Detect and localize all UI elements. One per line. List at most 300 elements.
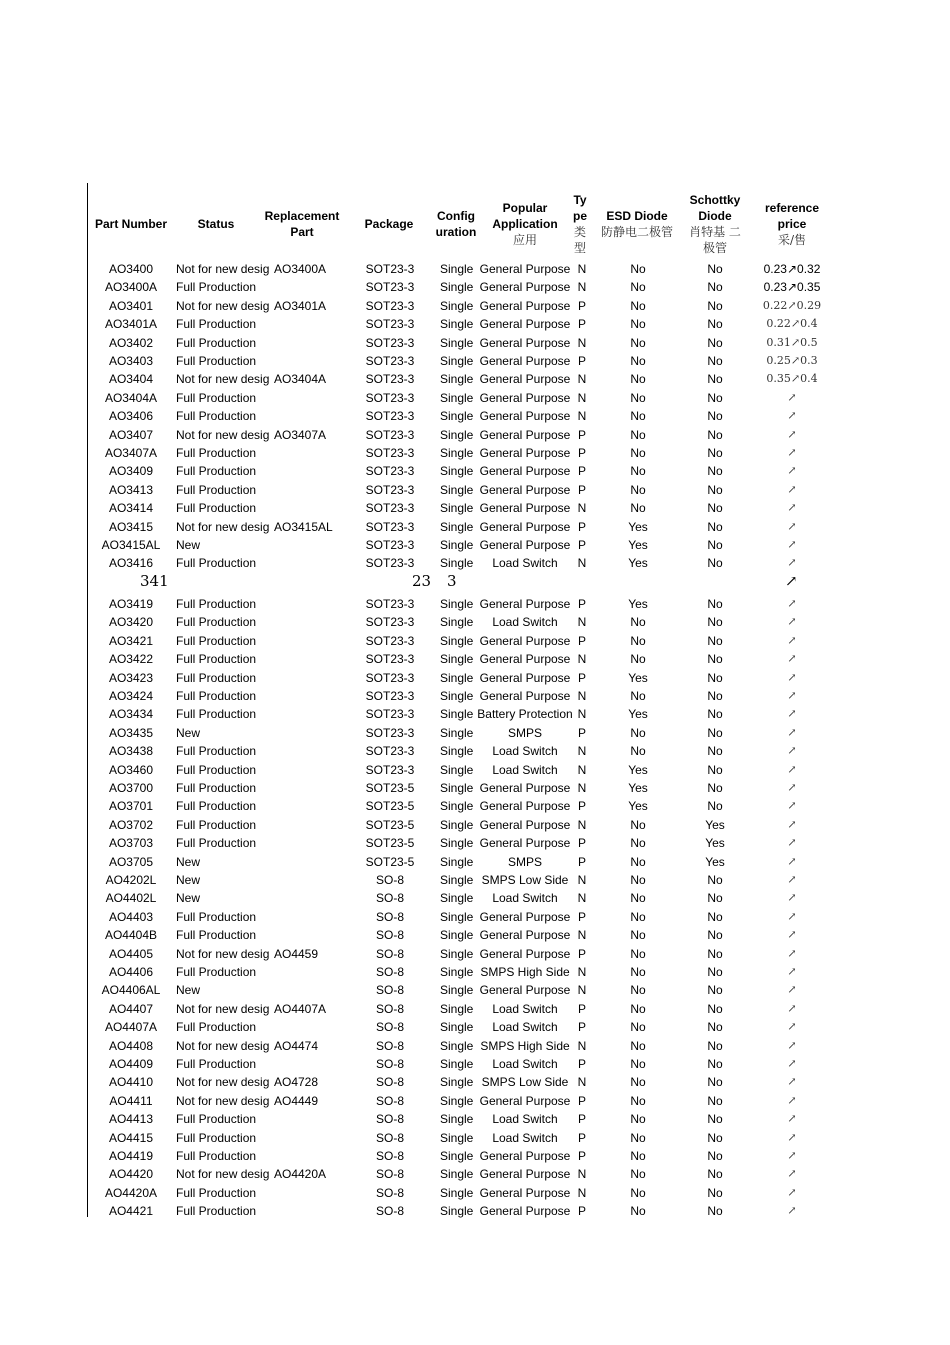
table-row — [88, 1055, 888, 1073]
header-schottky — [682, 190, 748, 258]
cell-esd-diode: No — [630, 909, 646, 924]
cell-application: General Purpose — [479, 335, 571, 350]
table-row — [88, 1110, 888, 1128]
cell-reference-price: ↗ — [787, 1001, 797, 1015]
table-row — [88, 889, 888, 907]
cell-application: General Purpose — [479, 372, 571, 387]
cell-application: Load Switch — [492, 556, 558, 571]
header-price-line2: price — [777, 217, 807, 231]
cell-application: Load Switch — [492, 1112, 558, 1127]
header-package — [350, 190, 428, 258]
cell-status: Full Production — [176, 799, 257, 814]
cell-part-number: AO3407A — [104, 446, 158, 460]
cell-schottky-diode: No — [707, 372, 723, 387]
table-row — [88, 669, 888, 687]
cell-configuration: Single — [440, 928, 474, 943]
cell-type: P — [577, 354, 586, 368]
cell-esd-diode: No — [630, 1075, 646, 1090]
cell-package: SOT23-3 — [365, 670, 415, 685]
cell-type: N — [577, 1167, 587, 1182]
cell-reference-price: ↗ — [787, 482, 797, 496]
cell-package: SOT23-5 — [365, 836, 415, 851]
cell-application: General Purpose — [479, 817, 571, 832]
cell-application: Load Switch — [492, 1020, 558, 1035]
header-esd — [592, 190, 682, 258]
cell-type: P — [577, 519, 586, 534]
cell-reference-price: ↗ — [787, 1130, 797, 1144]
cell-application: General Purpose — [479, 1167, 571, 1182]
cell-package: SOT23-3 — [365, 372, 415, 387]
cell-application: General Purpose — [479, 538, 571, 552]
cell-package: SOT23-3 — [365, 744, 415, 759]
table-row — [88, 407, 888, 425]
cell-configuration: Single — [440, 446, 474, 460]
cell-configuration: Single — [440, 1075, 474, 1090]
cell-esd-diode: No — [630, 725, 646, 740]
cell-application: General Purpose — [479, 1185, 571, 1200]
cell-package: SOT23-3 — [365, 390, 415, 405]
cell-part-number: AO4407 — [108, 1001, 154, 1016]
cell-application: Load Switch — [492, 615, 558, 630]
table-row — [88, 499, 888, 517]
cell-application: SMPS — [507, 725, 542, 740]
cell-type: N — [577, 744, 587, 759]
cell-package: SOT23-3 — [365, 689, 415, 703]
cell-status: Full Production — [176, 597, 257, 611]
cell-part-number: AO4403 — [108, 909, 154, 924]
table-row — [88, 1000, 888, 1018]
cell-replacement-part: AO4449 — [274, 1093, 319, 1108]
cell-package: SO-8 — [375, 965, 404, 979]
cell-type: N — [577, 390, 587, 405]
cell-reference-price: ↗ — [787, 597, 797, 610]
cell-esd-diode: No — [630, 652, 646, 667]
cell-application: General Purpose — [479, 409, 571, 424]
cell-type: P — [577, 1112, 586, 1127]
header-application-line2: Application — [492, 217, 558, 231]
cell-status: Full Production — [176, 817, 257, 832]
cell-schottky-diode: No — [707, 946, 723, 961]
header-replacement — [258, 190, 346, 258]
cell-application: General Purpose — [479, 597, 571, 611]
cell-type: P — [577, 464, 586, 479]
cell-application: General Purpose — [479, 1204, 571, 1219]
cell-schottky-diode: No — [707, 965, 723, 979]
cell-configuration: Single — [440, 817, 474, 832]
table-row — [88, 834, 888, 852]
cell-part-number: AO4419 — [108, 1149, 154, 1163]
cell-schottky-diode: No — [707, 1167, 723, 1182]
cell-reference-price: ↗ — [787, 873, 797, 886]
table-row — [88, 1184, 888, 1202]
header-schottky-line1: Schottky — [689, 193, 741, 207]
cell-type: P — [577, 946, 586, 961]
cell-part-number: AO3415AL — [101, 538, 161, 552]
cell-replacement-part: AO4407A — [274, 1001, 327, 1016]
header-schottky-cn1: 肖特基 二 — [689, 225, 741, 239]
cell-status: Full Production — [176, 482, 257, 497]
cell-configuration: Single — [440, 615, 474, 630]
cell-application: General Purpose — [479, 464, 571, 479]
table-row — [88, 871, 888, 889]
cell-status: Full Production — [176, 744, 257, 759]
cell-part-number: AO3421 — [108, 633, 154, 648]
cell-type: N — [577, 891, 587, 906]
cell-configuration: Single — [440, 298, 474, 313]
cell-application: General Purpose — [479, 482, 571, 497]
cell-reference-price: ↗ — [787, 836, 797, 850]
table-row — [88, 797, 888, 815]
cell-configuration: Single — [440, 725, 474, 740]
cell-status: Full Production — [176, 781, 257, 795]
cell-configuration: Single — [440, 501, 474, 516]
cell-schottky-diode: No — [707, 1001, 723, 1016]
cell-configuration: Single — [440, 689, 474, 703]
header-part-number-label: Part Number — [94, 217, 168, 231]
cell-type: N — [577, 873, 587, 887]
cell-type: N — [577, 409, 587, 424]
cell-package: SOT23-5 — [365, 817, 415, 832]
cell-schottky-diode: No — [707, 1038, 723, 1053]
cell-esd-diode: Yes — [628, 556, 648, 571]
cell-type: N — [577, 983, 587, 998]
cell-configuration: Single — [440, 427, 474, 442]
header-type-cn2: 型 — [573, 241, 586, 255]
table-row — [88, 1129, 888, 1147]
cell-status: New — [176, 725, 201, 740]
cell-status: Full Production — [176, 615, 257, 630]
cell-part-number: AO3413 — [108, 482, 154, 497]
cell-package: SO-8 — [375, 928, 404, 943]
broken-row-config: 3 — [447, 572, 457, 590]
cell-configuration: Single — [440, 372, 474, 387]
cell-configuration: Single — [440, 670, 474, 685]
cell-esd-diode: No — [630, 1185, 646, 1200]
cell-reference-price: 0.31↗0.5 — [766, 335, 818, 349]
cell-schottky-diode: No — [707, 1149, 723, 1163]
cell-application: General Purpose — [479, 633, 571, 648]
cell-reference-price: ↗ — [787, 707, 797, 721]
cell-esd-diode: Yes — [628, 519, 648, 534]
table-row — [88, 370, 888, 388]
cell-schottky-diode: No — [707, 482, 723, 497]
cell-schottky-diode: No — [707, 689, 723, 703]
cell-schottky-diode: No — [707, 670, 723, 685]
header-price — [752, 190, 832, 258]
cell-reference-price: ↗ — [787, 891, 797, 905]
cell-replacement-part: AO3404A — [274, 372, 327, 387]
cell-reference-price: ↗ — [787, 446, 797, 459]
cell-schottky-diode: No — [707, 781, 723, 795]
cell-reference-price: ↗ — [787, 1038, 797, 1052]
header-replacement-line1: Replacement — [264, 209, 340, 223]
cell-package: SOT23-3 — [365, 519, 415, 534]
cell-type: P — [577, 854, 586, 869]
broken-row-part: 341 — [140, 572, 169, 590]
header-type-line2: pe — [572, 209, 587, 223]
cell-esd-diode: No — [630, 501, 646, 516]
cell-part-number: AO3416 — [108, 556, 154, 571]
cell-schottky-diode: No — [707, 409, 723, 424]
cell-type: N — [577, 1038, 587, 1053]
cell-esd-diode: No — [630, 1204, 646, 1219]
cell-schottky-diode: No — [707, 1185, 723, 1200]
cell-esd-diode: No — [630, 891, 646, 906]
cell-reference-price: ↗ — [787, 928, 797, 942]
cell-esd-diode: No — [630, 298, 646, 313]
header-type-line1: Ty — [573, 193, 587, 207]
cell-part-number: AO3404 — [108, 372, 154, 387]
cell-package: SOT23-3 — [365, 556, 415, 571]
cell-application: Load Switch — [492, 1001, 558, 1016]
cell-type: N — [577, 817, 587, 832]
cell-application: SMPS Low Side — [481, 873, 569, 887]
cell-application: SMPS High Side — [480, 965, 570, 979]
cell-status: Full Production — [176, 689, 257, 703]
cell-schottky-diode: No — [707, 873, 723, 887]
broken-row-price: ↗ — [785, 572, 798, 590]
cell-part-number: AO3423 — [108, 670, 154, 685]
cell-schottky-diode: No — [707, 1130, 723, 1145]
cell-package: SOT23-3 — [365, 354, 415, 368]
cell-type: P — [577, 446, 586, 460]
cell-status: Full Production — [176, 836, 257, 851]
cell-replacement-part: AO3401A — [274, 298, 327, 313]
header-config — [430, 190, 482, 258]
cell-configuration: Single — [440, 1149, 474, 1163]
cell-application: General Purpose — [479, 390, 571, 405]
cell-status: New — [176, 891, 201, 906]
header-esd-label: ESD Diode — [606, 209, 668, 223]
cell-configuration: Single — [440, 1001, 474, 1016]
cell-configuration: Single — [440, 707, 474, 722]
cell-application: Load Switch — [492, 1130, 558, 1145]
cell-schottky-diode: No — [707, 799, 723, 814]
table-row — [88, 632, 888, 650]
cell-package: SOT23-3 — [365, 501, 415, 516]
cell-reference-price: 0.23↗0.35 — [763, 280, 821, 295]
cell-configuration: Single — [440, 781, 474, 795]
cell-type: P — [577, 597, 586, 611]
cell-reference-price: 0.22↗0.29 — [762, 298, 822, 312]
header-package-label: Package — [364, 217, 414, 231]
table-row — [88, 595, 888, 613]
cell-status: Not for new desig — [176, 1167, 270, 1182]
cell-type: N — [577, 280, 587, 295]
cell-esd-diode: No — [630, 854, 646, 869]
cell-schottky-diode: No — [707, 983, 723, 998]
cell-esd-diode: No — [630, 409, 646, 424]
cell-configuration: Single — [440, 317, 474, 332]
cell-schottky-diode: No — [707, 298, 723, 313]
cell-esd-diode: No — [630, 689, 646, 703]
cell-configuration: Single — [440, 652, 474, 667]
cell-status: Full Production — [176, 965, 257, 979]
cell-type: N — [577, 501, 587, 516]
cell-reference-price: ↗ — [787, 652, 797, 666]
table-row — [88, 724, 888, 742]
cell-part-number: AO4404B — [104, 928, 158, 943]
table-row — [88, 536, 888, 554]
cell-reference-price: ↗ — [787, 615, 797, 629]
table-row — [88, 853, 888, 871]
cell-package: SO-8 — [375, 1001, 404, 1016]
cell-part-number: AO3401A — [104, 317, 158, 332]
cell-reference-price: ↗ — [787, 633, 797, 647]
cell-configuration: Single — [440, 390, 474, 405]
cell-package: SO-8 — [375, 1130, 404, 1145]
cell-part-number: AO3705 — [108, 854, 154, 869]
cell-replacement-part: AO4420A — [274, 1167, 327, 1182]
cell-application: SMPS High Side — [480, 1038, 570, 1053]
table-row — [88, 444, 888, 462]
cell-package: SOT23-3 — [365, 762, 415, 777]
table-row — [88, 1202, 888, 1220]
cell-schottky-diode: No — [707, 501, 723, 516]
cell-reference-price: ↗ — [787, 670, 797, 684]
cell-type: N — [577, 965, 587, 979]
cell-part-number: AO3406 — [108, 409, 154, 424]
cell-replacement-part: AO3400A — [274, 262, 327, 276]
cell-schottky-diode: No — [707, 317, 723, 332]
cell-configuration: Single — [440, 354, 474, 368]
cell-esd-diode: No — [630, 873, 646, 887]
cell-part-number: AO4421 — [108, 1204, 154, 1219]
cell-application: SMPS Low Side — [481, 1075, 569, 1090]
broken-row — [88, 570, 888, 592]
cell-reference-price: ↗ — [787, 427, 797, 441]
cell-part-number: AO4202L — [105, 873, 157, 887]
cell-type: P — [577, 799, 586, 814]
cell-part-number: AO4413 — [108, 1112, 154, 1127]
cell-reference-price: 0.22↗0.4 — [766, 317, 818, 331]
cell-esd-diode: No — [630, 464, 646, 479]
cell-application: Load Switch — [492, 891, 558, 906]
cell-application: General Purpose — [479, 262, 571, 276]
cell-application: General Purpose — [479, 946, 571, 961]
cell-configuration: Single — [440, 854, 474, 869]
table-row — [88, 278, 888, 296]
cell-configuration: Single — [440, 597, 474, 611]
cell-type: P — [577, 482, 586, 497]
cell-part-number: AO3435 — [108, 725, 154, 740]
cell-type: P — [577, 1130, 586, 1145]
cell-part-number: AO4410 — [108, 1075, 154, 1090]
cell-reference-price: ↗ — [787, 390, 797, 404]
cell-application: General Purpose — [479, 670, 571, 685]
cell-package: SOT23-5 — [365, 854, 415, 869]
cell-reference-price: ↗ — [787, 965, 797, 978]
table-row — [88, 761, 888, 779]
table-row — [88, 518, 888, 536]
cell-reference-price: ↗ — [787, 1112, 797, 1126]
header-price-line1: reference — [764, 201, 820, 215]
cell-type: N — [577, 781, 587, 795]
table-row — [88, 1073, 888, 1091]
cell-type: P — [577, 1057, 586, 1071]
cell-esd-diode: No — [630, 1112, 646, 1127]
cell-package: SOT23-3 — [365, 633, 415, 648]
cell-application: General Purpose — [479, 354, 571, 368]
cell-part-number: AO3700 — [108, 781, 154, 795]
cell-reference-price: ↗ — [787, 1167, 797, 1181]
cell-status: Not for new desig — [176, 519, 270, 534]
cell-replacement-part: AO3415AL — [274, 519, 333, 534]
cell-status: New — [176, 538, 201, 552]
cell-esd-diode: No — [630, 946, 646, 961]
cell-status: Not for new desig — [176, 1038, 270, 1053]
cell-type: P — [577, 670, 586, 685]
cell-status: Full Production — [176, 354, 257, 368]
cell-schottky-diode: No — [707, 762, 723, 777]
cell-part-number: AO3703 — [108, 836, 154, 851]
cell-schottky-diode: No — [707, 538, 723, 552]
cell-esd-diode: No — [630, 446, 646, 460]
cell-type: P — [577, 909, 586, 924]
cell-status: Full Production — [176, 317, 257, 332]
cell-configuration: Single — [440, 762, 474, 777]
cell-schottky-diode: No — [707, 615, 723, 630]
cell-configuration: Single — [440, 409, 474, 424]
header-type — [570, 188, 590, 260]
table-row — [88, 613, 888, 631]
table-row — [88, 297, 888, 315]
cell-application: General Purpose — [479, 317, 571, 332]
cell-application: General Purpose — [479, 446, 571, 460]
cell-schottky-diode: No — [707, 354, 723, 368]
cell-type: N — [577, 928, 587, 943]
table-row — [88, 908, 888, 926]
cell-application: General Purpose — [479, 298, 571, 313]
cell-status: Full Production — [176, 909, 257, 924]
cell-configuration: Single — [440, 335, 474, 350]
cell-application: General Purpose — [479, 519, 571, 534]
cell-configuration: Single — [440, 873, 474, 887]
cell-package: SOT23-3 — [365, 335, 415, 350]
cell-status: Full Production — [176, 280, 257, 295]
cell-schottky-diode: No — [707, 909, 723, 924]
cell-package: SOT23-3 — [365, 317, 415, 332]
cell-schottky-diode: No — [707, 707, 723, 722]
cell-esd-diode: No — [630, 372, 646, 387]
cell-schottky-diode: No — [707, 464, 723, 479]
cell-package: SO-8 — [375, 909, 404, 924]
cell-schottky-diode: Yes — [705, 817, 725, 832]
cell-package: SOT23-3 — [365, 427, 415, 442]
cell-configuration: Single — [440, 836, 474, 851]
table-row — [88, 352, 888, 370]
table-row — [88, 481, 888, 499]
cell-esd-diode: No — [630, 482, 646, 497]
cell-part-number: AO4411 — [109, 1093, 153, 1108]
header-type-cn1: 类 — [573, 225, 586, 239]
cell-configuration: Single — [440, 1020, 474, 1035]
cell-reference-price: ↗ — [787, 983, 797, 997]
cell-part-number: AO3419 — [108, 597, 154, 611]
cell-package: SO-8 — [375, 1149, 404, 1163]
cell-configuration: Single — [440, 1185, 474, 1200]
cell-configuration: Single — [440, 519, 474, 534]
cell-reference-price: ↗ — [787, 1149, 797, 1162]
cell-part-number: AO3400 — [108, 262, 154, 276]
cell-status: Full Production — [176, 633, 257, 648]
table-row — [88, 1165, 888, 1183]
table-row — [88, 1037, 888, 1055]
table-row — [88, 650, 888, 668]
cell-schottky-diode: No — [707, 744, 723, 759]
cell-package: SO-8 — [375, 1075, 404, 1090]
cell-part-number: AO3401 — [108, 298, 154, 313]
